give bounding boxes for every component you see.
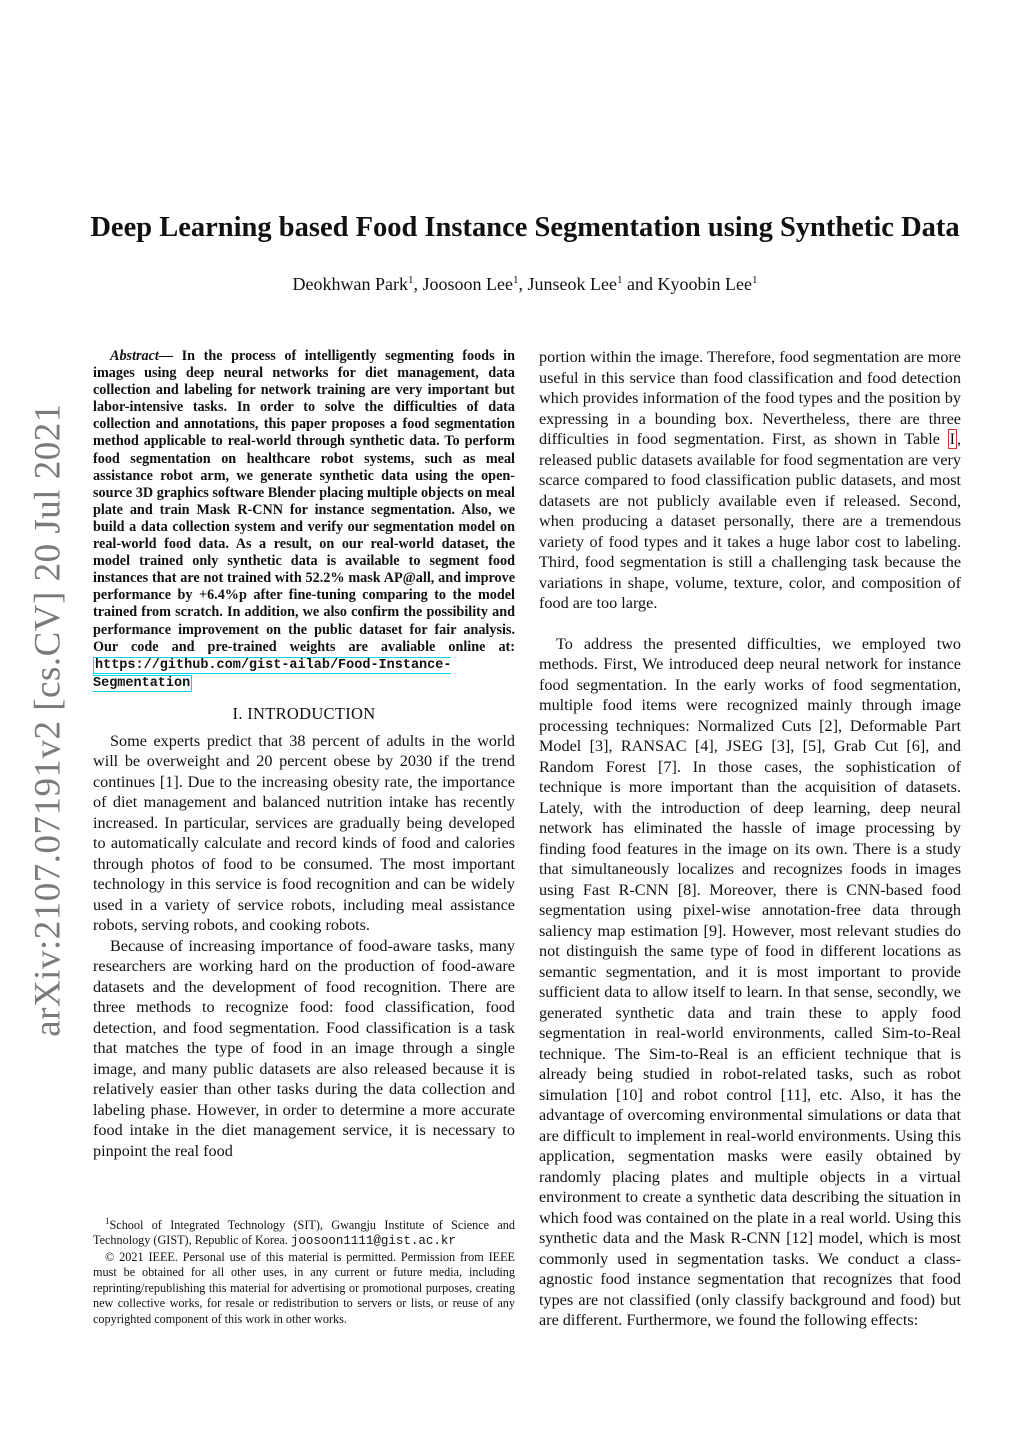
section-heading-introduction: I. INTRODUCTION (232, 703, 376, 723)
table-reference-link[interactable]: I (949, 430, 955, 448)
abstract-dash: — (158, 348, 182, 364)
author-affiliation-mark: 1 (616, 274, 623, 286)
author-list (60, 274, 990, 295)
right-paragraph-text: , released public datasets available for food segmentation are very scarce compared to food classification public datasets, and most datasets are not publicly available even if released. Second, when producing a dataset personally, there are a tremendous variety of food types and it takes a huge labor cost to labeling. Third, food segmentation is still a challenging task because the variations in shape, volume, texture, color, and composition of food are too large. (539, 430, 961, 612)
author-name: Joosoon Lee (422, 274, 513, 294)
author-separator: , (518, 274, 528, 294)
right-paragraph-text: portion within the image. Therefore, food segmentation are more useful in this service than food classification and food detection which provides information of the food types and the position by expressing in a bounding box. Nevertheless, there are three difficulties in food segmentation. First, as shown in Table (539, 348, 961, 448)
paper-title: Deep Learning based Food Instance Segmentation using Synthetic Data (90, 212, 960, 243)
abstract (93, 348, 515, 692)
author-name: Junseok Lee (527, 274, 617, 294)
author-name: Deokhwan Park (292, 274, 409, 294)
footnote-affiliation-mark: 1 (105, 1216, 110, 1226)
right-paragraph-continuation (539, 347, 961, 614)
author-affiliation-mark: 1 (408, 274, 414, 286)
code-repository-link[interactable]: https://github.com/gist-ailab/Food-Instance-Segmentation (93, 657, 452, 691)
author-email: joosoon1111@gist.ac.kr (290, 1234, 456, 1249)
left-column (93, 348, 515, 1161)
footnote (93, 1214, 515, 1327)
abstract-label: Abstract (110, 348, 159, 364)
right-column (539, 347, 961, 1331)
footnote-affiliation (93, 1214, 515, 1250)
author-affiliation-mark: 1 (751, 274, 758, 286)
arxiv-identifier-text: arXiv:2107.07191v2 [cs.CV] 20 Jul 2021 (27, 403, 69, 1037)
intro-paragraph: Some experts predict that 38 percent of adults in the world will be overweight and 20 percent obese by 2030 if the trend continues [1]. Due to the increasing obesity rate, the importance of diet management and balanced nutrition intake has recently increased. In particular, services are gradually being developed to automatically calculate and record kinds of food and calories through photos of food to be consumed. The most important technology in this service is food recognition and can be widely used in a variety of service robots, including meal assistance robots, serving robots, and cooking robots. (93, 731, 515, 935)
author-separator: , (413, 274, 423, 294)
intro-paragraph: Because of increasing importance of food-aware tasks, many researchers are working hard on the production of food-aware datasets and the development of food recognition. There are three methods to recognize food: food classification, food detection, and food segmentation. Food classification is a task that matches the type of food in an image through a single image, and many public datasets are also released because it is relatively easier than other tasks during the data collection and labeling phase. However, in order to determine a more accurate food intake in the diet management service, it is necessary to pinpoint the real food (93, 936, 515, 1160)
author-name: Kyoobin Lee (657, 274, 752, 294)
author-separator: and (622, 274, 658, 294)
right-paragraph: To address the presented difficulties, we employed two methods. First, We introduced deep neural network for instance food segmentation. In the early works of food segmentation, multiple food items were recognized mainly through image processing techniques: Normalized Cuts [2], Deformable Part Model [3], RANSAC [4], JSEG [3], [5], Grab Cut [6], and Random Forest [7]. In those cases, the sophistication of technique is more important than the acquisition of datasets. Lately, with the introduction of deep learning, deep neural network has eliminated the hassle of image processing by finding food features in the image on its own. There is a study that simultaneously localizes and recognizes foods in images using Fast R-CNN [8]. Moreover, there is CNN-based food segmentation using pixel-wise annotation-free data through saliency map estimation [9]. However, most relevant studies do not distinguish the same type of food in different locations as semantic segmentation, and it is most important to provide sufficient data to allow itself to learn. In that sense, secondly, we generated synthetic data and train these to apply food segmentation in real-world environments, called Sim-to-Real technique. The Sim-to-Real is an efficient technique that is already being studied in robot-related tasks, such as robot simulation [10] and robot control [11], etc. Also, it has the advantage of overcoming environmental simulations or data that are difficult to implement in real-world environments. Using this application, segmentation masks were easily obtained by randomly placing plates and multiple objects in a virtual environment to create a synthetic data describing the situation in which food was contained on the plate in a real world. Using this synthetic data and the Mask R-CNN [12] model, which is most commonly used in segmentation tasks. We conduct a class-agnostic food instance segmentation that recognizes that food types are not classified (only classify background and food) but are different. Furthermore, we found the following effects: (539, 634, 961, 1329)
author-affiliation-mark: 1 (513, 274, 519, 286)
abstract-text: In the process of intelligently segmenting foods in images using deep neural networks for diet management, data collection and labeling for network training are very important but labor-intensive tasks. In order to solve the difficulties of data collection and annotations, this paper proposes a food segmentation method applicable to real-world through synthetic data. To perform food segmentation on healthcare robot systems, such as meal assistance robot arm, we generate synthetic data using the open-source 3D graphics software Blender placing multiple objects on meal plate and train Mask R-CNN for instance segmentation. Also, we build a data collection system and verify our segmentation model on real-world food data. As a result, on our real-world dataset, the model trained only synthetic data is available to segment food instances that are not trained with 52.2% mask AP@all, and improve performance by +6.4%p after fine-tuning comparing to the model trained from scratch. In addition, we also confirm the possibility and performance improvement on the public dataset for fair analysis. Our code and pre-trained weights are avaliable online at: (93, 348, 516, 655)
footnote-affiliation-text: School of Integrated Technology (SIT), Gwangju Institute of Science and Technology (GIST), Republic of Korea. (93, 1218, 515, 1248)
footnote-copyright: © 2021 IEEE. Personal use of this material is permitted. Permission from IEEE must be obtained for all other uses, in any current or future media, including reprinting/republishing this material for advertising or promotional purposes, creating new collective works, for resale or redistribution to servers or lists, or reuse of any copyrighted component of this work in other works. (93, 1249, 515, 1326)
